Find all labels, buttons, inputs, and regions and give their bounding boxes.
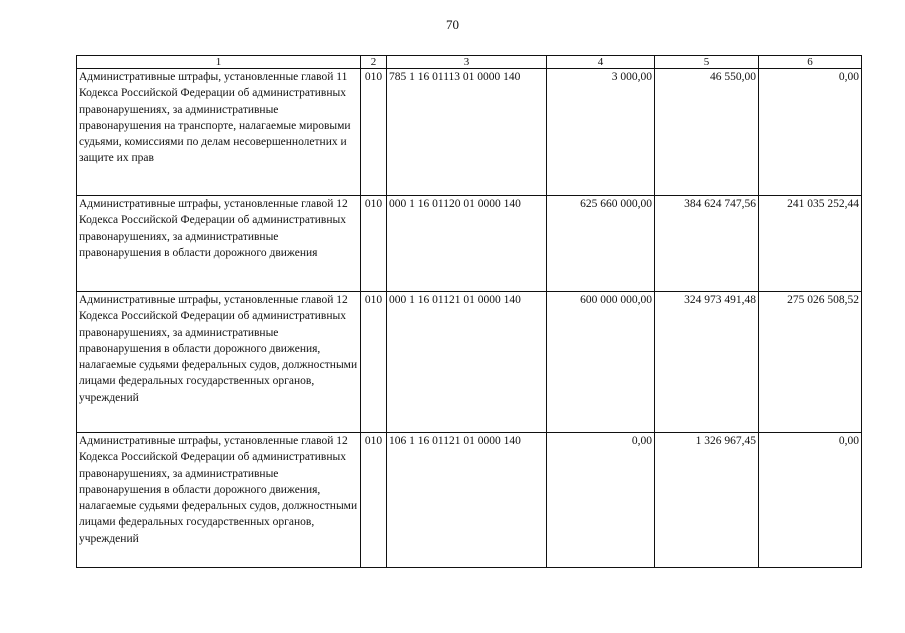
row-code: 010 xyxy=(361,196,387,292)
row-col5-amount: 324 973 491,48 xyxy=(655,292,759,433)
row-col6-amount: 0,00 xyxy=(759,69,862,196)
header-col-3: 3 xyxy=(387,56,547,69)
row-col4-amount: 600 000 000,00 xyxy=(547,292,655,433)
table-header-row xyxy=(77,56,862,69)
row-col5-amount: 1 326 967,45 xyxy=(655,433,759,568)
row-code: 010 xyxy=(361,292,387,433)
row-col6-amount: 241 035 252,44 xyxy=(759,196,862,292)
row-budget-classification-code: 000 1 16 01120 01 0000 140 xyxy=(387,196,547,292)
row-col4-amount: 0,00 xyxy=(547,433,655,568)
header-col-6: 6 xyxy=(759,56,862,69)
header-col-5: 5 xyxy=(655,56,759,69)
row-budget-classification-code: 785 1 16 01113 01 0000 140 xyxy=(387,69,547,196)
row-description: Административные штрафы, установленные главой 12 Кодекса Российской Федерации об административных правонарушениях, за административные правонарушения в области дорожного движения, налагаемые судьями федеральных судов, должностными лицами федеральных государственных органов, учреждений xyxy=(77,433,361,568)
page-number: 70 xyxy=(446,17,459,32)
row-code: 010 xyxy=(361,69,387,196)
row-col6-amount: 275 026 508,52 xyxy=(759,292,862,433)
row-budget-classification-code: 000 1 16 01121 01 0000 140 xyxy=(387,292,547,433)
header-col-2: 2 xyxy=(361,56,387,69)
header-col-1: 1 xyxy=(77,56,361,69)
row-col5-amount: 384 624 747,56 xyxy=(655,196,759,292)
table-row xyxy=(77,69,862,196)
row-col4-amount: 3 000,00 xyxy=(547,69,655,196)
header-col-4: 4 xyxy=(547,56,655,69)
row-code: 010 xyxy=(361,433,387,568)
budget-table xyxy=(76,55,862,568)
row-budget-classification-code: 106 1 16 01121 01 0000 140 xyxy=(387,433,547,568)
row-col5-amount: 46 550,00 xyxy=(655,69,759,196)
row-description: Административные штрафы, установленные главой 12 Кодекса Российской Федерации об административных правонарушениях, за административные правонарушения в области дорожного движения xyxy=(77,196,361,292)
row-description: Административные штрафы, установленные главой 12 Кодекса Российской Федерации об административных правонарушениях, за административные правонарушения в области дорожного движения, налагаемые судьями федеральных судов, должностными лицами федеральных государственных органов, учреждений xyxy=(77,292,361,433)
table-row xyxy=(77,292,862,433)
table-row xyxy=(77,196,862,292)
row-col4-amount: 625 660 000,00 xyxy=(547,196,655,292)
table-row xyxy=(77,433,862,568)
row-description: Административные штрафы, установленные главой 11 Кодекса Российской Федерации об административных правонарушениях, за административные правонарушения на транспорте, налагаемые мировыми судьями, комиссиями по делам несовершеннолетних и защите их прав xyxy=(77,69,361,196)
row-col6-amount: 0,00 xyxy=(759,433,862,568)
